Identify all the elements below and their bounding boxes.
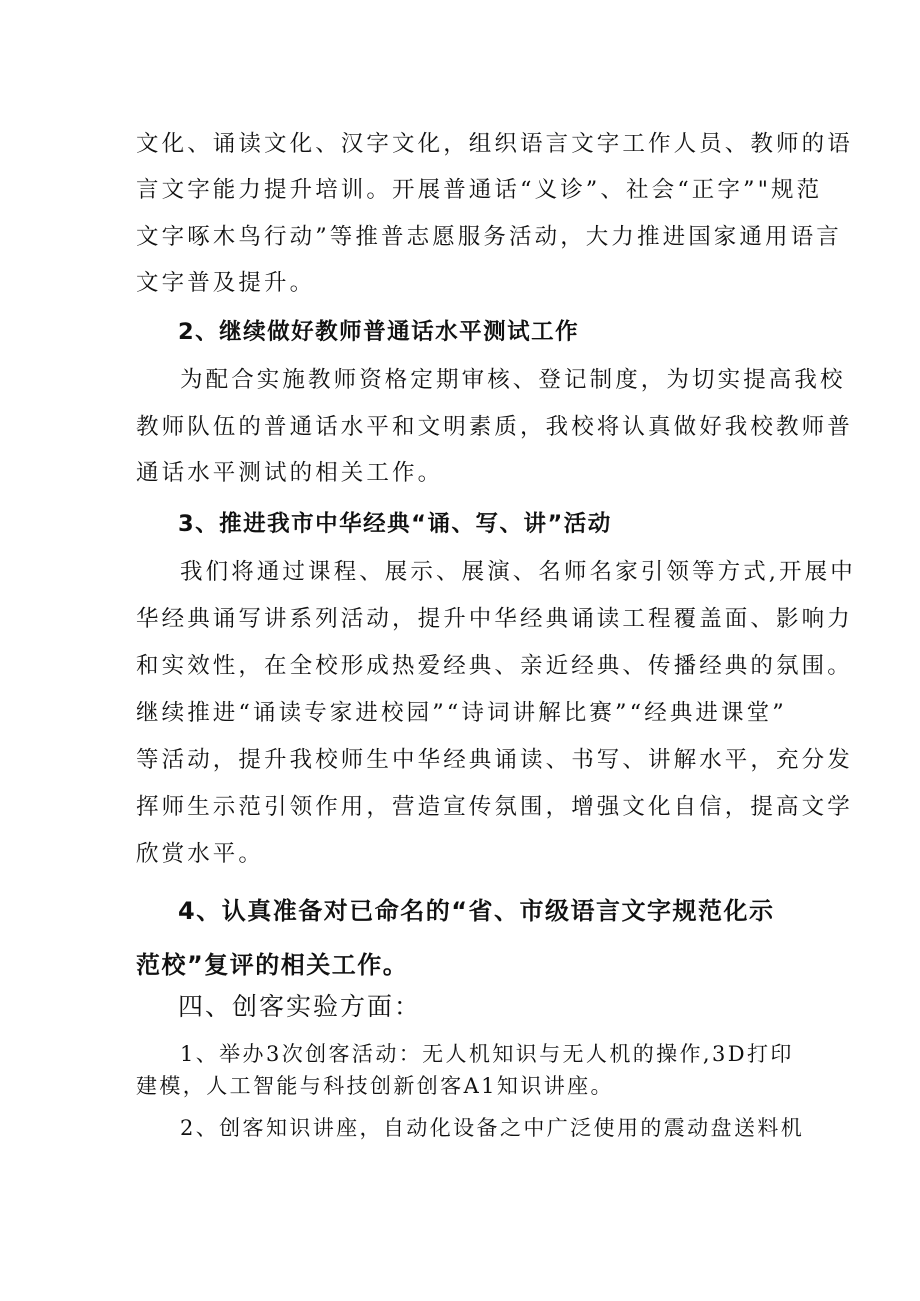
- paragraph-line: 为配合实施教师资格定期审核、登记制度，为切实提高我校: [180, 367, 846, 393]
- paragraph-line: 和实效性，在全校形成热爱经典、亲近经典、传播经典的氛围。: [136, 653, 853, 679]
- paragraph-line: 通话水平测试的相关工作。: [136, 460, 444, 486]
- paragraph-line: 教师队伍的普通话水平和文明素质，我校将认真做好我校教师普: [136, 414, 853, 440]
- paragraph-line: 1、举办3次创客活动：无人机知识与无人机的操作,3D打印: [180, 1042, 794, 1066]
- paragraph-line: 建模，人工智能与科技创新创客A1知识讲座。: [136, 1074, 614, 1098]
- paragraph-line: 文字普及提升。: [136, 270, 316, 296]
- paragraph-line: 挥师生示范引领作用，营造宣传氛围，增强文化自信，提高文学: [136, 794, 853, 820]
- paragraph-line: 文化、诵读文化、汉字文化，组织语言文字工作人员、教师的语: [136, 131, 853, 157]
- item-4-heading: 4、认真准备对已命名的“省、市级语言文字规范化示: [178, 897, 775, 925]
- paragraph-line: 2、创客知识讲座，自动化设备之中广泛使用的震动盘送料机: [180, 1116, 805, 1140]
- paragraph-line: 继续推进“诵读专家进校园”“诗词讲解比赛”“经典进课堂”: [136, 700, 787, 726]
- paragraph-line: 等活动，提升我校师生中华经典诵读、书写、讲解水平，充分发: [136, 747, 853, 773]
- item-3-heading: 3、推进我市中华经典“诵、写、讲”活动: [178, 511, 612, 537]
- item-2-heading: 2、继续做好教师普通话水平测试工作: [178, 319, 580, 345]
- item-4-heading-continued: 范校”复评的相关工作。: [136, 951, 409, 979]
- paragraph-line: 文字啄木鸟行动”等推普志愿服务活动，大力推进国家通用语言: [136, 224, 842, 250]
- section-4-title: 四、创客实验方面：: [178, 992, 422, 1021]
- paragraph-line: 言文字能力提升培训。开展普通话“义诊”、社会“正字”"规范: [136, 177, 823, 203]
- paragraph-line: 我们将通过课程、展示、展演、名师名家引领等方式,开展中: [180, 559, 856, 585]
- paragraph-line: 欣赏水平。: [136, 841, 265, 867]
- paragraph-line: 华经典诵写讲系列活动，提升中华经典诵读工程覆盖面、影响力: [136, 606, 853, 632]
